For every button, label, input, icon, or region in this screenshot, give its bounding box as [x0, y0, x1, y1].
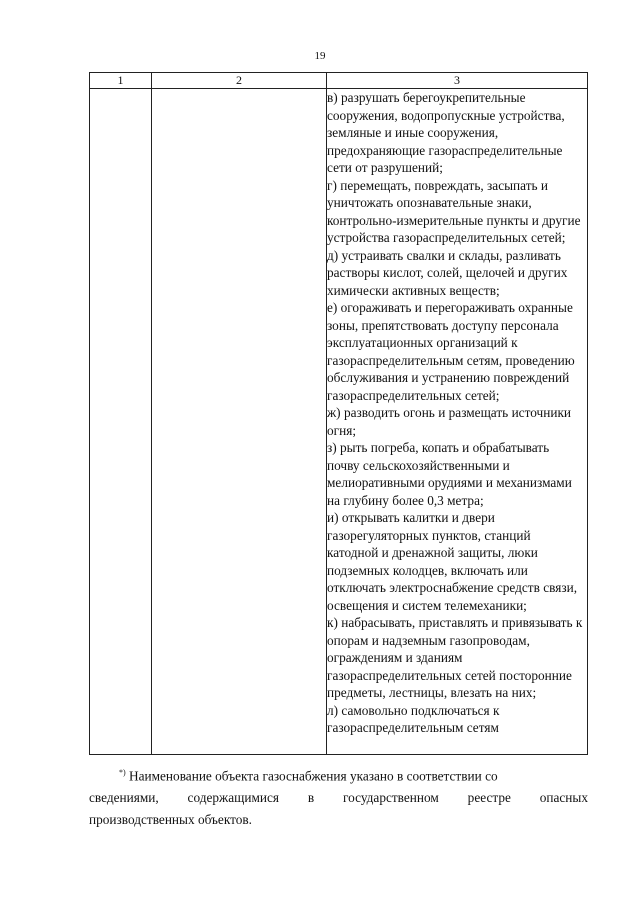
- text-line: почву сельскохозяйственными и: [327, 457, 510, 473]
- list-item-i: [327, 509, 587, 614]
- text-line: е) огораживать и перегораживать охранные: [327, 300, 573, 315]
- text-line: на глубину более 0,3 метра;: [327, 492, 484, 508]
- text-line: опорам и надземным газопроводам,: [327, 632, 530, 648]
- text-line: сети от разрушений;: [327, 160, 443, 175]
- cell-column-3: [327, 89, 588, 755]
- text-line: мелиоративными орудиями и механизмами: [327, 475, 572, 490]
- column-header-3: 3: [327, 73, 588, 89]
- text-line: газораспределительных сетей;: [327, 387, 500, 403]
- text-line: г) перемещать, повреждать, засыпать и: [327, 177, 549, 193]
- text-line: сооружения, водопропускные устройства,: [327, 107, 565, 123]
- footnote-line: [89, 762, 588, 787]
- list-item-d: [327, 247, 587, 300]
- page-number: 19: [314, 50, 326, 62]
- column-header-1: 1: [90, 73, 152, 89]
- text-line: д) устраивать свалки и склады, разливать: [327, 247, 561, 263]
- table-header-row: [90, 73, 588, 89]
- text-line: предметы, лестницы, влезать на них;: [327, 685, 537, 700]
- footnote-text: Наименование объекта газоснабжения указано в соответствии со: [129, 768, 498, 784]
- text-line: зоны, препятствовать доступу персонала: [327, 317, 559, 333]
- text-line: химически активных веществ;: [327, 282, 500, 298]
- text-line: уничтожать опознавательные знаки,: [327, 195, 532, 210]
- text-line: ограждениям и зданиям: [327, 650, 463, 665]
- text-line: газораспределительным сетям: [327, 720, 499, 735]
- text-line: эксплуатационных организаций к: [327, 335, 518, 350]
- text-line: к) набрасывать, приставлять и привязывать к: [327, 615, 583, 630]
- cell-column-1: [90, 89, 152, 755]
- text-line: газорегуляторных пунктов, станций: [327, 527, 531, 543]
- text-line: л) самовольно подключаться к: [327, 702, 500, 718]
- text-line: земляные и иные сооружения,: [327, 125, 499, 140]
- text-line: огня;: [327, 422, 357, 438]
- cell-column-2: [152, 89, 327, 755]
- list-item-e: [327, 299, 587, 404]
- list-item-v: [327, 89, 587, 177]
- text-line: и) открывать калитки и двери: [327, 510, 495, 525]
- text-line: контрольно-измерительные пункты и другие: [327, 212, 581, 228]
- table-row: [90, 89, 588, 755]
- list-item-g: [327, 177, 587, 247]
- text-line: подземных колодцев, включать или: [327, 562, 528, 578]
- text-line: газораспределительных сетей посторонние: [327, 667, 572, 683]
- text-line: газораспределительным сетям, проведению: [327, 352, 575, 368]
- text-line: ж) разводить огонь и размещать источники: [327, 405, 572, 420]
- text-line: з) рыть погреба, копать и обрабатывать: [327, 440, 550, 455]
- column-header-2: 2: [152, 73, 327, 89]
- text-line: катодной и дренажной защиты, люки: [327, 545, 538, 560]
- text-line: освещения и систем телемеханики;: [327, 597, 527, 613]
- requirements-table: [89, 72, 588, 755]
- text-line: устройства газораспределительных сетей;: [327, 230, 566, 245]
- footnote-line: производственных объектов.: [89, 812, 252, 828]
- text-line: обслуживания и устранению повреждений: [327, 370, 570, 385]
- list-item-l: [327, 702, 587, 737]
- text-line: растворы кислот, солей, щелочей и других: [327, 265, 568, 280]
- footnote-marker: *): [119, 768, 126, 777]
- list-item-z: [327, 439, 587, 509]
- text-line: предохраняющие газораспределительные: [327, 142, 563, 158]
- text-line: в) разрушать берегоукрепительные: [327, 90, 526, 105]
- text-line: отключать электроснабжение средств связи,: [327, 580, 578, 595]
- footnote-line: сведениями, содержащимися в государственном реестре опасных: [89, 790, 588, 806]
- list-item-zh: [327, 404, 587, 439]
- list-item-k: [327, 614, 587, 702]
- footnote: [89, 762, 588, 831]
